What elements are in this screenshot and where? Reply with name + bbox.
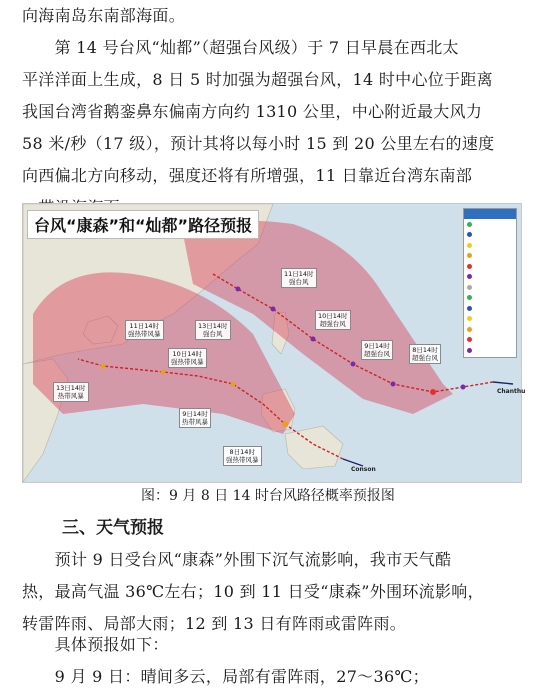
track-point bbox=[236, 287, 241, 292]
legend-row bbox=[464, 335, 516, 346]
forecast-label: 10日14时 强热带风暴 bbox=[168, 348, 207, 368]
forecast-label: 8日14时 强热带风暴 bbox=[223, 446, 262, 466]
text-detail-intro: 具体预报如下： bbox=[22, 635, 169, 654]
section-title: 三、天气预报 bbox=[62, 518, 164, 538]
track-point bbox=[430, 389, 436, 395]
track-point bbox=[391, 382, 396, 387]
legend-row bbox=[464, 324, 516, 335]
forecast-label: 10日14时 超强台风 bbox=[315, 310, 351, 330]
legend-row bbox=[464, 272, 516, 283]
forecast-label: 8日14时 超强台风 bbox=[409, 344, 441, 364]
figure-caption: 图：9 月 8 日 14 时台风路径概率预报图 bbox=[141, 488, 395, 504]
text-day1-forecast: 9 月 9 日：晴间多云，局部有雷阵雨，27～36℃； bbox=[22, 667, 429, 686]
text-line: 热，最高气温 36℃左右；10 到 11 日受“康森”外围环流影响， bbox=[22, 582, 484, 601]
track-point bbox=[461, 385, 466, 390]
typhoon-track-map bbox=[22, 203, 526, 483]
track-point bbox=[351, 362, 356, 367]
text-line: 转雷阵雨、局部大雨；12 到 13 日有阵雨或雷阵雨。 bbox=[22, 614, 407, 633]
text-line: 第 14 号台风“灿都”（超强台风级）于 7 日早晨在西北太 bbox=[22, 38, 459, 57]
legend-row bbox=[464, 293, 516, 304]
forecast-label: 11日14时 强台风 bbox=[281, 268, 317, 288]
track-point bbox=[161, 370, 166, 375]
track-point bbox=[271, 307, 276, 312]
storm-name-conson: Conson bbox=[351, 466, 376, 473]
legend-row bbox=[464, 230, 516, 241]
text-line: 平洋洋面上生成，8 日 5 时加强为超强台风，14 时中心位于距离 bbox=[22, 70, 493, 89]
forecast-label: 11日14时 强热带风暴 bbox=[125, 320, 164, 340]
legend-row bbox=[464, 314, 516, 325]
legend-row bbox=[464, 240, 516, 251]
text-line: 我国台湾省鹅銮鼻东偏南方向约 1310 公里，中心附近最大风力 bbox=[22, 102, 483, 121]
storm-name-chanthu: Chanthu bbox=[497, 388, 526, 395]
legend-row bbox=[464, 251, 516, 262]
text-line: 预计 9 日受台风“康森”外围下沉气流影响，我市天气酷 bbox=[22, 550, 452, 569]
legend-row bbox=[464, 261, 516, 272]
track-point bbox=[231, 382, 236, 387]
text-line-top: 向海南岛东南部海面。 bbox=[22, 6, 186, 25]
text-line: 向西偏北方向移动，强度还将有所增强，11 日靠近台湾东南部 bbox=[22, 166, 473, 185]
legend-row bbox=[464, 303, 516, 314]
legend-header bbox=[464, 209, 516, 219]
track-point bbox=[282, 421, 288, 427]
map-graphic bbox=[23, 204, 521, 482]
forecast-label: 9日14时 热带风暴 bbox=[179, 408, 211, 428]
forecast-label: 13日14时 热带风暴 bbox=[53, 382, 89, 402]
paragraph-chanthu bbox=[22, 32, 522, 224]
legend-row bbox=[464, 282, 516, 293]
text-line: 58 米/秒（17 级），预计其将以每小时 15 到 20 公里左右的速度 bbox=[22, 134, 495, 153]
map-title: 台风“康森”和“灿都”路径预报 bbox=[27, 210, 259, 239]
legend-row bbox=[464, 219, 516, 230]
forecast-label: 9日14时 超强台风 bbox=[361, 340, 393, 360]
legend-row bbox=[464, 345, 516, 356]
map-legend bbox=[463, 208, 517, 358]
track-point bbox=[101, 364, 106, 369]
paragraph-forecast bbox=[22, 544, 522, 640]
forecast-label: 13日14时 强台风 bbox=[195, 320, 231, 340]
track-point bbox=[311, 337, 316, 342]
